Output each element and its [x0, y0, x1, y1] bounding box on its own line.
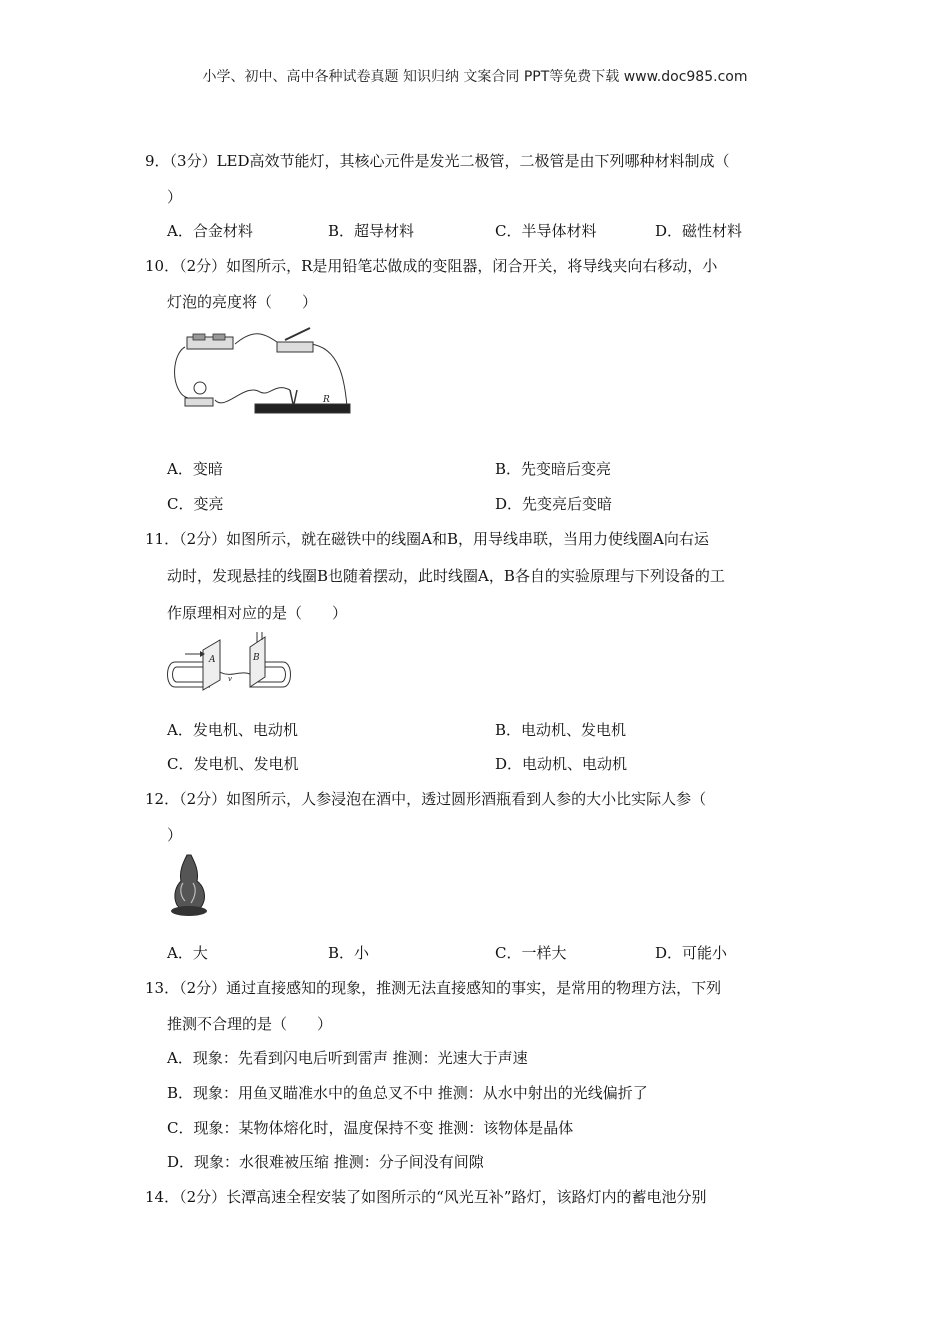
question-12-option-a: A．大	[167, 944, 208, 962]
coil-b-label: B	[253, 653, 260, 663]
question-9-stem-line-1: 9．（3分）LED高效节能灯，其核心元件是发光二极管，二极管是由下列哪种材料制成（	[145, 152, 730, 170]
question-13-stem-line-1: 13．（2分）通过直接感知的现象，推测无法直接感知的事实，是常用的物理方法，下列	[145, 979, 722, 997]
question-10-option-a: A．变暗	[167, 460, 223, 478]
question-10-option-b: B．先变暗后变亮	[495, 460, 612, 478]
question-13-option-a: A．现象：先看到闪电后听到雷声 推测：光速大于声速	[167, 1049, 528, 1067]
question-11-stem-line-3: 作原理相对应的是（ ）	[167, 604, 348, 622]
question-13-option-c: C．现象：某物体熔化时，温度保持不变 推测：该物体是晶体	[167, 1119, 574, 1137]
question-13-stem-line-2: 推测不合理的是（ ）	[167, 1015, 333, 1033]
question-14-stem-line-1: 14．（2分）长潭高速全程安装了如图所示的“风光互补”路灯，该路灯内的蓄电池分别	[145, 1188, 707, 1206]
question-10-stem-line-1: 10．（2分）如图所示，R是用铅笔芯做成的变阻器，闭合开关，将导线夹向右移动，小	[145, 257, 718, 275]
circuit-diagram-figure	[165, 322, 360, 422]
coil-a-label: A	[209, 655, 216, 665]
question-11-option-c: C．发电机、发电机	[167, 755, 299, 773]
question-9-stem-line-2: ）	[167, 188, 183, 206]
question-13-option-b: B．现象：用鱼叉瞄准水中的鱼总叉不中 推测：从水中射出的光线偏折了	[167, 1084, 648, 1102]
question-12-option-b: B．小	[328, 944, 370, 962]
question-10-option-c: C．变亮	[167, 495, 224, 513]
ginseng-bottle-figure	[165, 853, 213, 918]
question-11-stem-line-2: 动时，发现悬挂的线圈B也随着摆动，此时线圈A，B各自的实验原理与下列设备的工	[167, 567, 725, 585]
question-10-option-d: D．先变亮后变暗	[495, 495, 613, 513]
question-12-stem-line-1: 12．（2分）如图所示，人参浸泡在酒中，透过圆形酒瓶看到人参的大小比实际人参（	[145, 790, 707, 808]
question-9-option-c: C．半导体材料	[495, 222, 597, 240]
question-10-stem-line-2: 灯泡的亮度将（ ）	[167, 293, 318, 311]
velocity-label: v	[228, 675, 232, 683]
question-11-stem-line-1: 11．（2分）如图所示，就在磁铁中的线圈A和B，用导线串联，当用力使线圈A向右运	[145, 530, 709, 548]
question-9-option-a: A．合金材料	[167, 222, 253, 240]
resistor-label: R	[323, 395, 330, 405]
question-9-option-b: B．超导材料	[328, 222, 415, 240]
question-12-stem-line-2: ）	[167, 826, 183, 844]
question-11-option-d: D．电动机、电动机	[495, 755, 628, 773]
question-9-option-d: D．磁性材料	[655, 222, 743, 240]
question-11-option-a: A．发电机、电动机	[167, 721, 298, 739]
question-12-option-d: D．可能小	[655, 944, 728, 962]
question-11-option-b: B．电动机、发电机	[495, 721, 627, 739]
question-13-option-d: D．现象：水很难被压缩 推测：分子间没有间隙	[167, 1153, 484, 1171]
page-header: 小学、初中、高中各种试卷真题 知识归纳 文案合同 PPT等免费下载 www.doc985.com	[202, 69, 748, 85]
question-12-option-c: C．一样大	[495, 944, 567, 962]
magnet-coils-figure	[165, 632, 295, 697]
